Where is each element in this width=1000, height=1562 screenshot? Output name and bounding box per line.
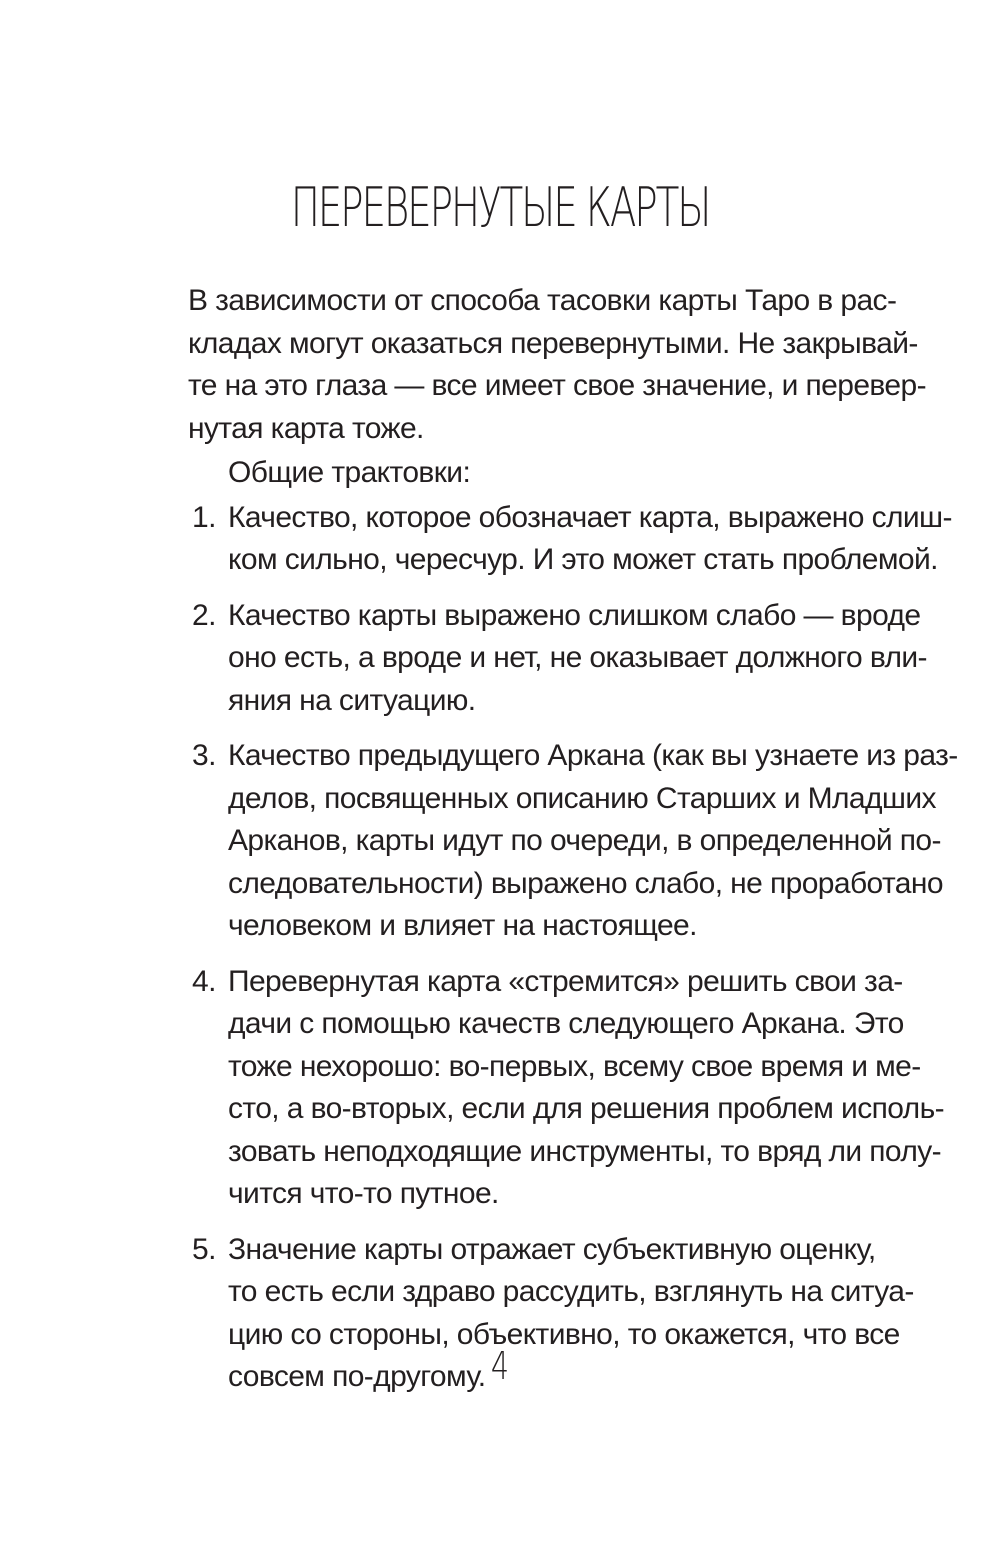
list-item-line: ком сильно, чересчур. И это может стать проблемой.	[228, 543, 938, 576]
list-item-line: яния на ситуацию.	[228, 683, 476, 717]
list-item-line: человеком и влияет на настоящее.	[228, 909, 697, 942]
intro-line: те на это глаза — все имеет свое значение, и перевер-	[188, 369, 926, 402]
list-item-line: тоже нехорошо: во-первых, всему свое время и ме-	[228, 1049, 921, 1083]
list-item	[188, 735, 958, 948]
page-title: ПЕРЕВЕРНУТЫЕ КАРТЫ	[290, 176, 710, 239]
list-item-number: 5.	[192, 1232, 216, 1266]
list-item-number: 2.	[192, 598, 216, 632]
page-number: 4	[490, 1344, 510, 1388]
list-item-body	[228, 961, 944, 1216]
list-item-body	[228, 497, 952, 582]
list-item-body	[228, 735, 958, 948]
body-text	[188, 280, 958, 1399]
interpretation-list	[188, 497, 958, 1399]
list-item-line: делов, посвященных описанию Старших и Младших	[228, 781, 936, 815]
intro-line: В зависимости от способа тасовки карты Таро в рас-	[188, 284, 897, 317]
list-item	[188, 961, 944, 1216]
list-item-line: цию со стороны, объективно, то окажется, что все	[228, 1317, 900, 1351]
list-item-line: Арканов, карты идут по очереди, в определенной по-	[228, 824, 941, 857]
subheading	[188, 452, 864, 495]
list-item	[188, 497, 952, 582]
list-item-line: Качество предыдущего Аркана (как вы узнаете из раз-	[228, 739, 958, 772]
list-item-line: дачи с помощью качеств следующего Аркана. Это	[228, 1007, 904, 1040]
list-item-line: оно есть, а вроде и нет, не оказывает должного вли-	[228, 641, 927, 674]
list-item-number: 4.	[192, 964, 216, 998]
list-item-line: сто, а во-вторых, если для решения проблем исполь-	[228, 1092, 944, 1125]
subheading-text: Общие трактовки:	[228, 456, 471, 489]
list-item-body	[228, 595, 927, 723]
list-item	[188, 595, 927, 723]
list-item-line: Перевернутая карта «стремится» решить свои за-	[228, 964, 903, 998]
list-item-line: то есть если здраво рассудить, взглянуть на ситуа-	[228, 1275, 914, 1308]
list-item-number: 1.	[192, 500, 216, 534]
list-item-line: зовать неподходящие инструменты, то вряд ли полу-	[228, 1134, 942, 1168]
intro-line: нутая карта тоже.	[188, 411, 424, 445]
list-item-line: чится что-то путное.	[228, 1177, 499, 1210]
list-item-line: Качество карты выражено слишком слабо — вроде	[228, 598, 921, 632]
intro-line: кладах могут оказаться перевернутыми. Не закрывай-	[188, 326, 918, 360]
list-item-line: совсем по-другому.	[228, 1360, 486, 1393]
list-item-line: следовательности) выражено слабо, не проработано	[228, 866, 943, 900]
list-item-number: 3.	[192, 739, 216, 772]
list-item-line: Значение карты отражает субъективную оценку,	[228, 1232, 876, 1266]
intro-paragraph	[188, 280, 926, 450]
list-item-line: Качество, которое обозначает карта, выражено слиш-	[228, 500, 952, 534]
